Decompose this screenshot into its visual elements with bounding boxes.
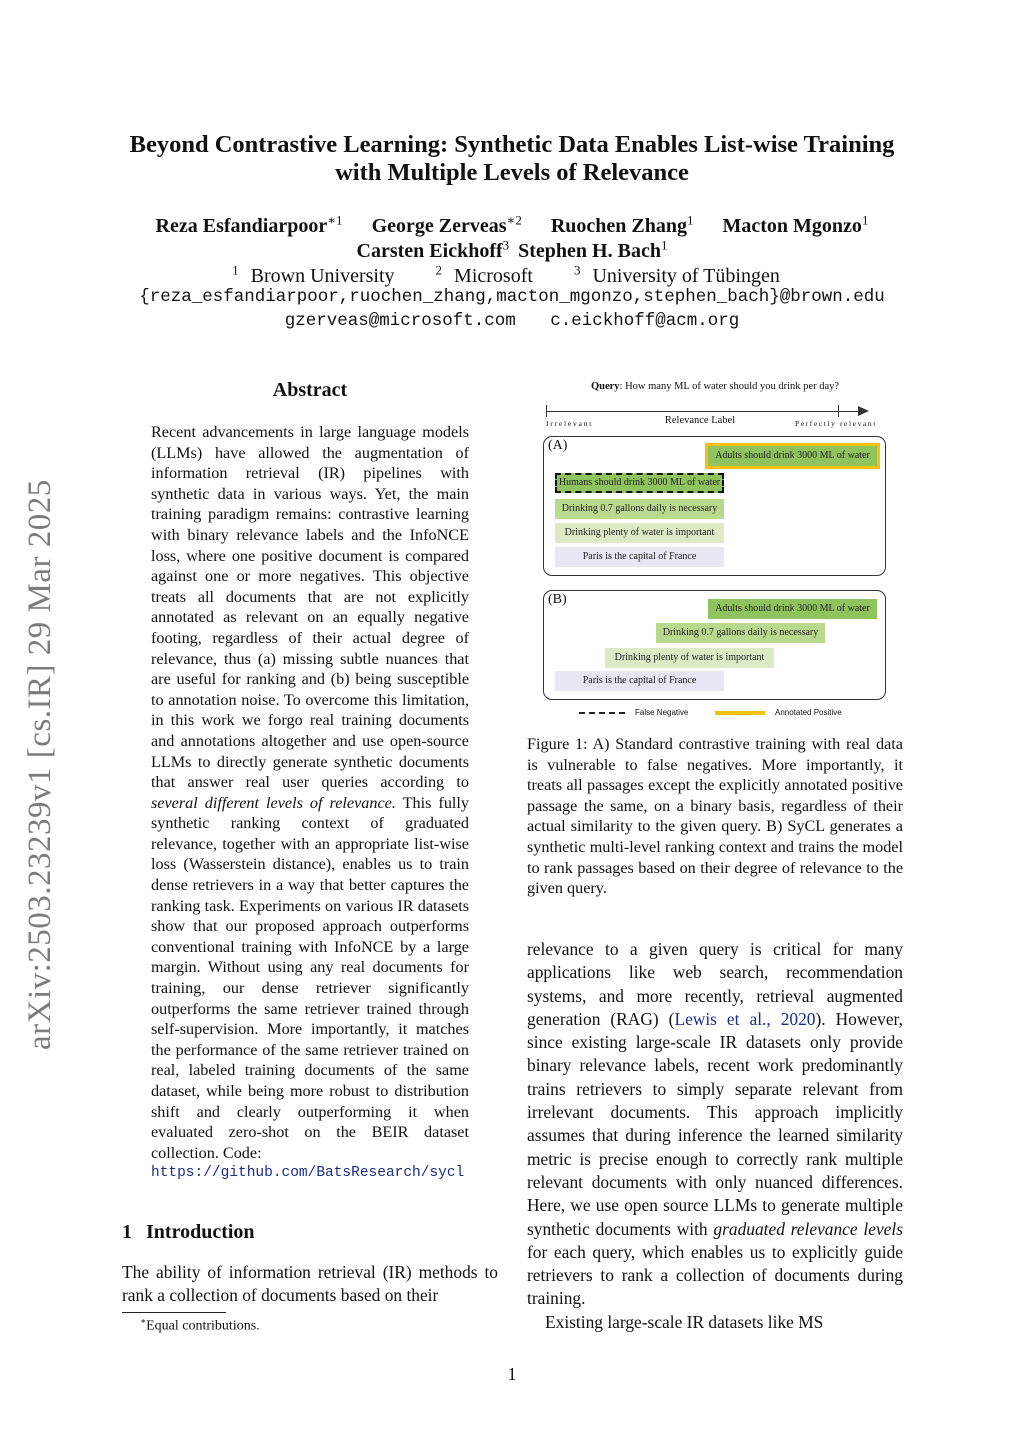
arxiv-identifier: arXiv:2503.23239v1 [cs.IR] 29 Mar 2025: [22, 479, 58, 1050]
emails-line-2: [110, 311, 914, 331]
title-line-1: Beyond Contrastive Learning: Synthetic Data Enables List-wise Training: [129, 131, 895, 158]
passage-bar: Adults should drink 3000 ML of water: [708, 446, 877, 466]
footnote: ∗Equal contributions.: [140, 1316, 260, 1334]
arrow-right-icon: [858, 406, 869, 416]
figure-panel-a: [543, 436, 886, 576]
affiliations: [110, 262, 914, 288]
figure-panel-b: [543, 590, 886, 700]
citation-link[interactable]: Lewis et al., 2020: [674, 1008, 816, 1029]
authors-row-2: [110, 237, 914, 263]
authors-row-1: [110, 212, 914, 238]
abstract-heading: Abstract: [272, 379, 348, 401]
author: Stephen H. Bach$^1$: [518, 237, 668, 262]
email: c.eickhoff@acm.org: [550, 311, 740, 331]
legend-annotated-positive: Annotated Positive: [775, 708, 842, 717]
panel-label: (A): [548, 438, 568, 453]
email: gzerveas@microsoft.com: [284, 311, 516, 331]
author: Reza Esfandiarpoor$^{∗1}$: [155, 212, 343, 237]
emails-line-1: {reza_esfandiarpoor,ruochen_zhang,macton_mgonzo,stephen_bach}@brown.edu: [139, 287, 885, 307]
axis-title: Relevance Label: [664, 415, 736, 426]
passage-bar: Drinking 0.7 gallons daily is necessary: [656, 623, 825, 643]
affiliation: $^3$ University of Tübingen: [573, 262, 780, 287]
intro-body: The ability of information retrieval (IR) methods to rank a collection of documents based on their: [122, 1262, 498, 1306]
passage-bar: Paris is the capital of France: [555, 671, 724, 691]
author: Carsten Eickhoff$^3$: [356, 237, 510, 262]
right-column-body: relevance to a given query is critical for many applications like web search, recommendation systems, and more recently, retrieval augmented generation (RAG) (Lewis et al., 2020). However, since existing large-scale IR datasets only provide binary relevance labels, recent work predominantly trains retrievers to simply separate relevant from irrelevant documents. This approach implicitly assumes that during inference the learned similarity metric is precise enough to correctly rank multiple relevant documents with only nuanced differences. Here, we use open source LLMs to generate multiple synthetic documents with graduated relevance levels for each query, which enables us to explicitly guide retrievers to rank a collection of documents during training. Existing large-scale IR datasets like MS: [527, 938, 903, 1334]
author: Macton Mgonzo$^1$: [722, 212, 869, 237]
passage-bar: Humans should drink 3000 ML of water: [555, 473, 724, 493]
relevance-axis: [546, 411, 862, 412]
paragraph: Existing large-scale IR datasets like MS: [545, 1311, 824, 1332]
legend-false-negative: False Negative: [635, 708, 689, 717]
passage-bar: Paris is the capital of France: [555, 547, 724, 567]
author: Ruochen Zhang$^1$: [550, 212, 694, 237]
affiliation: $^2$ Microsoft: [435, 262, 533, 287]
author: George Zerveas$^{∗2}$: [371, 212, 522, 237]
code-link[interactable]: https://github.com/BatsResearch/sycl: [151, 1165, 465, 1182]
passage-bar: Drinking plenty of water is important: [555, 523, 724, 543]
passage-bar: Adults should drink 3000 ML of water: [708, 599, 877, 619]
axis-right-label: Perfectly relevant: [795, 419, 877, 428]
axis-tick: [546, 405, 547, 417]
footnote-rule: [122, 1312, 226, 1313]
title-line-2: with Multiple Levels of Relevance: [335, 159, 689, 186]
affiliation: $^1$ Brown University: [232, 262, 395, 287]
page-number: 1: [507, 1364, 517, 1384]
axis-left-label: Irrelevant: [546, 419, 594, 428]
figure-query: Query: How many ML of water should you drink per day?: [590, 381, 840, 392]
legend-positive-swatch: [715, 711, 765, 715]
passage-bar: Drinking 0.7 gallons daily is necessary: [555, 499, 724, 519]
passage-bar: Drinking plenty of water is important: [605, 648, 774, 668]
legend-dash-swatch: [579, 712, 625, 714]
abstract-body: Recent advancements in large language models (LLMs) have allowed the augmentation of information retrieval (IR) pipelines with synthetic data in various ways. Yet, the main training paradigm remains: contrastive learning with binary relevance labels and the InfoNCE loss, where one positive document is compared against one or more negatives. This objective treats all documents that are not explicitly annotated as relevant on an equally negative footing, regardless of their actual degree of relevance, thus (a) missing subtle nuances that are useful for ranking and (b) being susceptible to annotation noise. To overcome this limitation, in this work we forgo real training documents and annotations altogether and use open-source LLMs to directly generate synthetic documents that answer real user queries according to several different levels of relevance. This fully synthetic ranking context of graduated relevance, together with an appropriate list-wise loss (Wasserstein distance), enables us to train dense retrievers in a way that better captures the ranking task. Experiments on various IR datasets show that our proposed approach outperforms conventional training with InfoNCE by a large margin. Without using any real documents for training, our dense retriever significantly outperforms the same retriever trained through self-supervision. More importantly, it matches the performance of the same retriever trained on real, labeled training documents of the same dataset, while being more robust to distribution shift and clearly outperforming it when evaluated zero-shot on the BEIR dataset collection. Code: https://github.com/BatsResearch/sycl: [151, 422, 469, 1184]
figure-caption: Figure 1: A) Standard contrastive training with real data is vulnerable to false negatives. More importantly, it treats all passages except the explicitly annotated positive passage the same, on a binary basis, regardless of their actual similarity to the given query. B) SyCL generates a synthetic multi-level ranking context and trains the model to rank passages based on their degree of relevance to the given query.: [527, 735, 903, 898]
paper-title: [110, 131, 914, 187]
axis-tick: [838, 405, 839, 417]
intro-heading: 1 Introduction: [122, 1221, 255, 1243]
panel-label: (B): [548, 592, 567, 607]
